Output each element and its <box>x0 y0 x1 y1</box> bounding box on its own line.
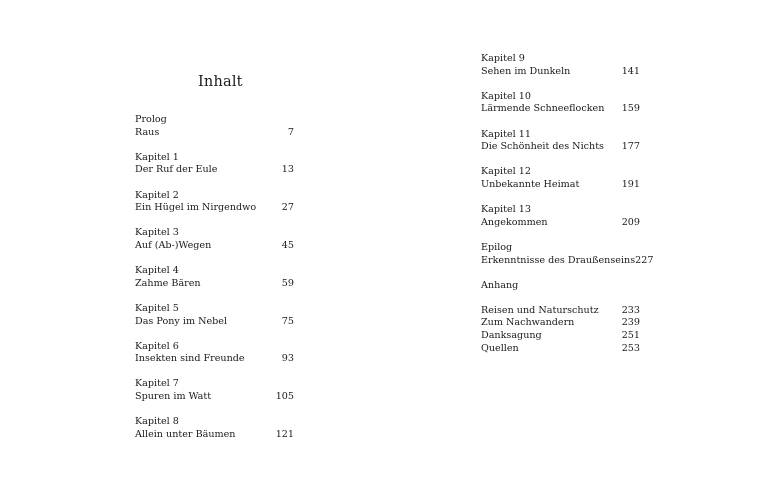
chapter-title: Erkenntnisse des Draußenseins <box>481 254 636 266</box>
toc-line <box>135 353 294 366</box>
chapter-label: Kapitel 11 <box>481 128 531 140</box>
toc-entry <box>481 91 640 116</box>
appendix-item <box>481 317 640 330</box>
chapter-label: Prolog <box>135 114 167 125</box>
page-number: 159 <box>621 103 640 115</box>
toc-entry <box>135 190 294 215</box>
toc-line <box>135 127 294 140</box>
toc-line <box>481 66 640 79</box>
page-number: 253 <box>621 342 640 354</box>
chapter-title: Unbekannte Heimat <box>481 178 580 190</box>
chapter-label: Kapitel 7 <box>135 378 179 390</box>
page-number: 13 <box>281 164 294 176</box>
toc-entry <box>135 378 294 403</box>
toc-entry <box>135 341 294 366</box>
toc-entry <box>135 265 294 290</box>
chapter-title: Raus <box>135 126 160 138</box>
chapter-label: Kapitel 6 <box>135 340 179 352</box>
appendix-item <box>481 330 640 343</box>
chapter-label: Kapitel 9 <box>481 53 525 64</box>
toc-left-column <box>135 114 294 454</box>
chapter-label: Kapitel 8 <box>135 416 179 428</box>
toc-entry <box>135 114 294 139</box>
page-number: 59 <box>281 277 294 289</box>
appendix-item <box>481 305 640 318</box>
toc-entry <box>135 416 294 441</box>
page-number: 227 <box>635 254 654 266</box>
page-number: 121 <box>275 428 294 440</box>
chapter-title: Allein unter Bäumen <box>135 428 236 440</box>
toc-line <box>135 202 294 215</box>
toc-line <box>481 217 640 230</box>
chapter-title: Die Schönheit des Nichts <box>481 141 604 153</box>
chapter-title: Ein Hügel im Nirgendwo <box>135 202 257 214</box>
page-number: 27 <box>281 202 294 214</box>
chapter-title: Das Pony im Nebel <box>135 315 228 327</box>
page-number: 45 <box>281 239 294 251</box>
toc-entry <box>481 204 640 229</box>
chapter-label: Kapitel 13 <box>481 204 531 216</box>
toc-line <box>135 429 294 442</box>
page-title: Inhalt <box>198 74 243 90</box>
page-number: 209 <box>621 216 640 228</box>
chapter-title: Lärmende Schneeflocken <box>481 103 605 115</box>
chapter-title: Auf (Ab-)Wegen <box>135 239 212 251</box>
toc-entry <box>481 166 640 191</box>
chapter-label: Kapitel 10 <box>481 90 531 102</box>
chapter-label: Kapitel 12 <box>481 166 531 178</box>
page-number: 233 <box>621 304 640 316</box>
appendix-title: Reisen und Naturschutz <box>481 304 599 316</box>
toc-line <box>135 391 294 404</box>
toc-line <box>135 164 294 177</box>
page-number: 141 <box>621 65 640 77</box>
appendix-title: Quellen <box>481 342 519 354</box>
toc-line <box>481 179 640 192</box>
chapter-label: Kapitel 4 <box>135 265 179 277</box>
chapter-title: Insekten sind Freunde <box>135 353 245 365</box>
page-number: 93 <box>281 353 294 365</box>
toc-entry <box>135 303 294 328</box>
chapter-title: Spuren im Watt <box>135 391 212 403</box>
page-number: 105 <box>275 391 294 403</box>
chapter-label: Epilog <box>481 241 513 253</box>
toc-line <box>135 278 294 291</box>
page-number: 7 <box>287 126 294 138</box>
appendix-heading: Anhang <box>481 279 519 291</box>
chapter-title: Angekommen <box>481 216 548 228</box>
appendix-item <box>481 343 640 356</box>
toc-entry <box>481 129 640 154</box>
appendix-title: Danksagung <box>481 330 542 342</box>
appendix-title: Zum Nachwandern <box>481 317 575 329</box>
chapter-title: Sehen im Dunkeln <box>481 65 571 77</box>
toc-entry <box>135 152 294 177</box>
toc-entry <box>481 241 654 267</box>
page-number: 239 <box>621 317 640 329</box>
chapter-label: Kapitel 3 <box>135 227 179 239</box>
chapter-label: Kapitel 2 <box>135 189 179 201</box>
chapter-label: Kapitel 1 <box>135 151 179 163</box>
page-number: 191 <box>621 178 640 190</box>
chapter-title: Der Ruf der Eule <box>135 164 218 176</box>
toc-right-column <box>481 53 654 355</box>
toc-line <box>481 141 640 154</box>
toc-entry <box>135 227 294 252</box>
toc-line <box>481 254 654 268</box>
toc-line <box>135 240 294 253</box>
toc-entry <box>481 53 640 78</box>
toc-line <box>481 103 640 116</box>
page-number: 75 <box>281 315 294 327</box>
toc-line <box>135 316 294 329</box>
page-number: 177 <box>621 141 640 153</box>
chapter-label: Kapitel 5 <box>135 302 179 314</box>
chapter-title: Zahme Bären <box>135 277 201 289</box>
page-number: 251 <box>621 330 640 342</box>
